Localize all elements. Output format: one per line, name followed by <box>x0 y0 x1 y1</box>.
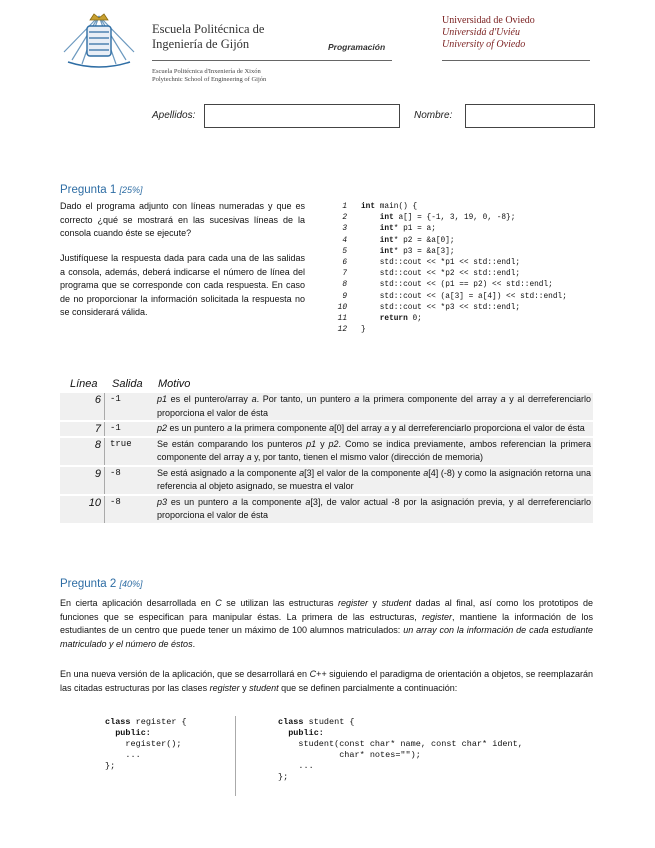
answer-row <box>60 393 593 420</box>
question-1-paragraph-1: Dado el programa adjunto con líneas numeradas y que es correcto ¿qué se mostrará en las sucesivas líneas de la consola cuando éste se ejecute? <box>60 201 305 238</box>
answer-output: -1 <box>110 423 121 433</box>
code-line: 8 std::cout << (p1 == p2) << std::endl; <box>342 281 553 290</box>
col-motivo: Motivo <box>158 378 191 390</box>
student-class-code: class student { public: student(const char* name, const char* ident, char* notes=""); ... }; <box>278 717 523 782</box>
answer-line-number: 8 <box>94 438 101 451</box>
code-line: 10 std::cout << *p3 << std::endl; <box>337 303 521 312</box>
answer-line-number: 10 <box>88 496 101 509</box>
answer-row <box>60 422 593 436</box>
code-divider <box>235 716 236 796</box>
question-1-title: Pregunta 1 [25%] <box>60 184 143 196</box>
answer-reason: p1 es el puntero/array a. Por tanto, un puntero a la primera componente del array a y al derreferenciarlo proporciona el valor de ésta <box>157 394 592 418</box>
nombre-label: Nombre: <box>414 110 453 121</box>
question-1-code <box>335 202 567 336</box>
answer-reason: p2 es un puntero a la primera componente a[0] del array a y al derreferenciarlo proporciona el valor de ésta <box>157 423 585 433</box>
nombre-field[interactable] <box>465 104 595 128</box>
answer-reason: p3 es un puntero a la componente a[3], de valor actual -8 por la asignación previa, y al derreferenciarlo proporciona el valor de ésta <box>157 496 591 520</box>
register-class-code: class register { public: register(); ... }; <box>105 717 187 771</box>
apellidos-label: Apellidos: <box>152 110 196 121</box>
code-line: 2 int a[] = {-1, 3, 19, 0, -8}; <box>342 214 516 223</box>
answer-reason: Se está asignado a la componente a[3] el valor de la componente a[4] (-8) y como la asignación retorna una referencia al objeto asignado, se muestra el valor <box>157 467 591 491</box>
question-2-paragraph-1: En cierta aplicación desarrollada en C se utilizan las estructuras register y student dadas al final, así como los prototipos de funciones que se especifican para manipular éstas. La primera de las estructuras, register, mantiene la información de los estudiantes de un centro que puede tener un máximo de 100 alumnos matriculados: un array con la información de cada estudiante matriculado y el número de éstos. <box>60 598 593 649</box>
answer-output: -8 <box>110 496 121 507</box>
answer-output: -1 <box>110 394 121 404</box>
answer-line-number: 7 <box>94 423 101 435</box>
code-line: 12 } <box>337 326 366 335</box>
code-line: 9 std::cout << (a[3] = a[4]) << std::endl; <box>342 292 567 301</box>
header-divider <box>152 60 392 61</box>
question-1-paragraph-2: Justifíquese la respuesta dada para cada una de las salidas a consola, además, deberá indicarse el número de línea del programa que se corresponde con cada respuesta. En caso de no proporcionar la información solicitada la respuesta no se considerará válida. <box>60 253 305 317</box>
col-linea: Línea <box>70 378 98 390</box>
course-name: Programación <box>328 42 386 52</box>
code-line: 6 std::cout << *p1 << std::endl; <box>342 258 521 267</box>
answer-output: true <box>110 438 132 449</box>
code-line: 11 return 0; <box>337 314 422 323</box>
university-name: Universidad de Oviedo Universidá d'Uviéu University of Oviedo <box>442 15 535 50</box>
question-2-paragraph-2: En una nueva versión de la aplicación, que se desarrollará en C++ siguiendo el paradigma de orientación a objetos, se reemplazarán las citadas estructuras por las clases register y student que se definen parcialmente a continuación: <box>60 669 593 693</box>
col-salida: Salida <box>112 378 143 390</box>
answer-row <box>60 496 593 523</box>
answer-line-number: 9 <box>94 467 101 480</box>
header-divider-right <box>442 60 590 61</box>
code-line: 1 int main() { <box>342 203 418 211</box>
answer-reason: Se están comparando los punteros p1 y p2. Como se indica previamente, ambos referencian la primera componente del array a y, por tanto, tienen el mismo valor (dirección de memoria) <box>157 438 591 462</box>
question-2-title: Pregunta 2 [40%] <box>60 578 143 590</box>
code-line: 7 std::cout << *p2 << std::endl; <box>342 270 521 279</box>
school-subtitle: Escuela Politécnica d'Inxeniería de Xixón Polytechnic School of Engineering of Gijón <box>152 68 267 83</box>
answer-row <box>60 438 593 465</box>
school-name: Escuela Politécnica de Ingeniería de Gijón <box>152 22 265 51</box>
answer-row <box>60 467 593 494</box>
answer-table <box>60 393 593 525</box>
code-line: 4 int* p2 = &a[0]; <box>342 236 455 245</box>
code-line: 3 int* p1 = a; <box>342 225 436 234</box>
code-line: 5 int* p3 = &a[3]; <box>342 247 455 256</box>
apellidos-field[interactable] <box>204 104 400 128</box>
answer-output: -8 <box>110 467 121 478</box>
university-crest-logo <box>60 10 138 72</box>
answer-line-number: 6 <box>94 394 101 406</box>
